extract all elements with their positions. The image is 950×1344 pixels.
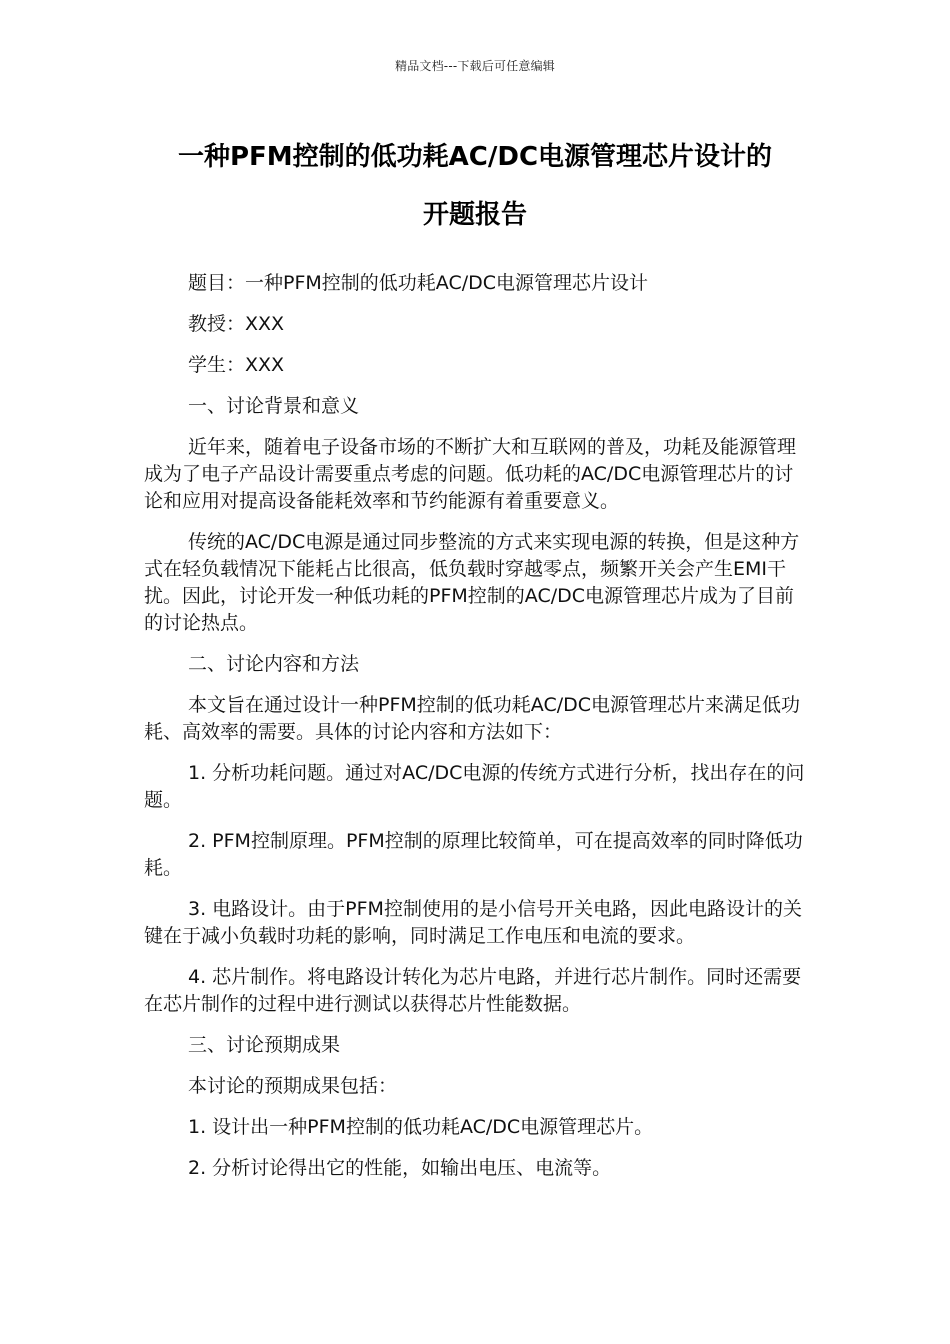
paragraph-background-2: 传统的AC/DC电源是通过同步整流的方式来实现电源的转换，但是这种方式在轻负载情况下能耗占比很高，低负载时穿越零点，频繁开关会产生EMI干扰。因此，讨论开发一种低功耗的PFM控制的AC/DC电源管理芯片成为了目前的讨论热点。 xyxy=(144,531,800,634)
page-header: 精品文档---下载后可任意编辑 xyxy=(395,59,555,73)
title-line-1: 一种PFM控制的低功耗AC/DC电源管理芯片设计的 xyxy=(177,142,773,172)
document-title xyxy=(130,128,820,244)
document-body xyxy=(144,270,806,1196)
topic-line: 题目：一种PFM控制的低功耗AC/DC电源管理芯片设计 xyxy=(188,272,649,294)
title-line-2: 开题报告 xyxy=(422,200,527,230)
method-item-3: 3. 电路设计。由于PFM控制使用的是小信号开关电路，因此电路设计的关键在于减小负载时功耗的影响，同时满足工作电压和电流的要求。 xyxy=(144,898,802,947)
method-item-1: 1. 分析功耗问题。通过对AC/DC电源的传统方式进行分析，找出存在的问题。 xyxy=(144,762,805,811)
section-heading-methods: 二、讨论内容和方法 xyxy=(188,653,360,675)
professor-line: 教授：XXX xyxy=(188,313,285,335)
method-item-2: 2. PFM控制原理。PFM控制的原理比较简单，可在提高效率的同时降低功耗。 xyxy=(144,830,803,879)
paragraph-outcomes-intro: 本讨论的预期成果包括： xyxy=(188,1075,398,1097)
student-line: 学生：XXX xyxy=(188,354,285,376)
section-heading-background: 一、讨论背景和意义 xyxy=(188,395,360,417)
method-item-4: 4. 芯片制作。将电路设计转化为芯片电路，并进行芯片制作。同时还需要在芯片制作的过程中进行测试以获得芯片性能数据。 xyxy=(144,966,802,1015)
section-heading-outcomes: 三、讨论预期成果 xyxy=(188,1034,341,1056)
outcome-item-1: 1. 设计出一种PFM控制的低功耗AC/DC电源管理芯片。 xyxy=(188,1116,654,1138)
paragraph-methods-intro: 本文旨在通过设计一种PFM控制的低功耗AC/DC电源管理芯片来满足低功耗、高效率的需要。具体的讨论内容和方法如下： xyxy=(144,694,801,743)
outcome-item-2: 2. 分析讨论得出它的性能，如输出电压、电流等。 xyxy=(188,1157,612,1179)
paragraph-background-1: 近年来，随着电子设备市场的不断扩大和互联网的普及，功耗及能源管理成为了电子产品设计需要重点考虑的问题。低功耗的AC/DC电源管理芯片的讨论和应用对提高设备能耗效率和节约能源有着重要意义。 xyxy=(144,436,797,512)
